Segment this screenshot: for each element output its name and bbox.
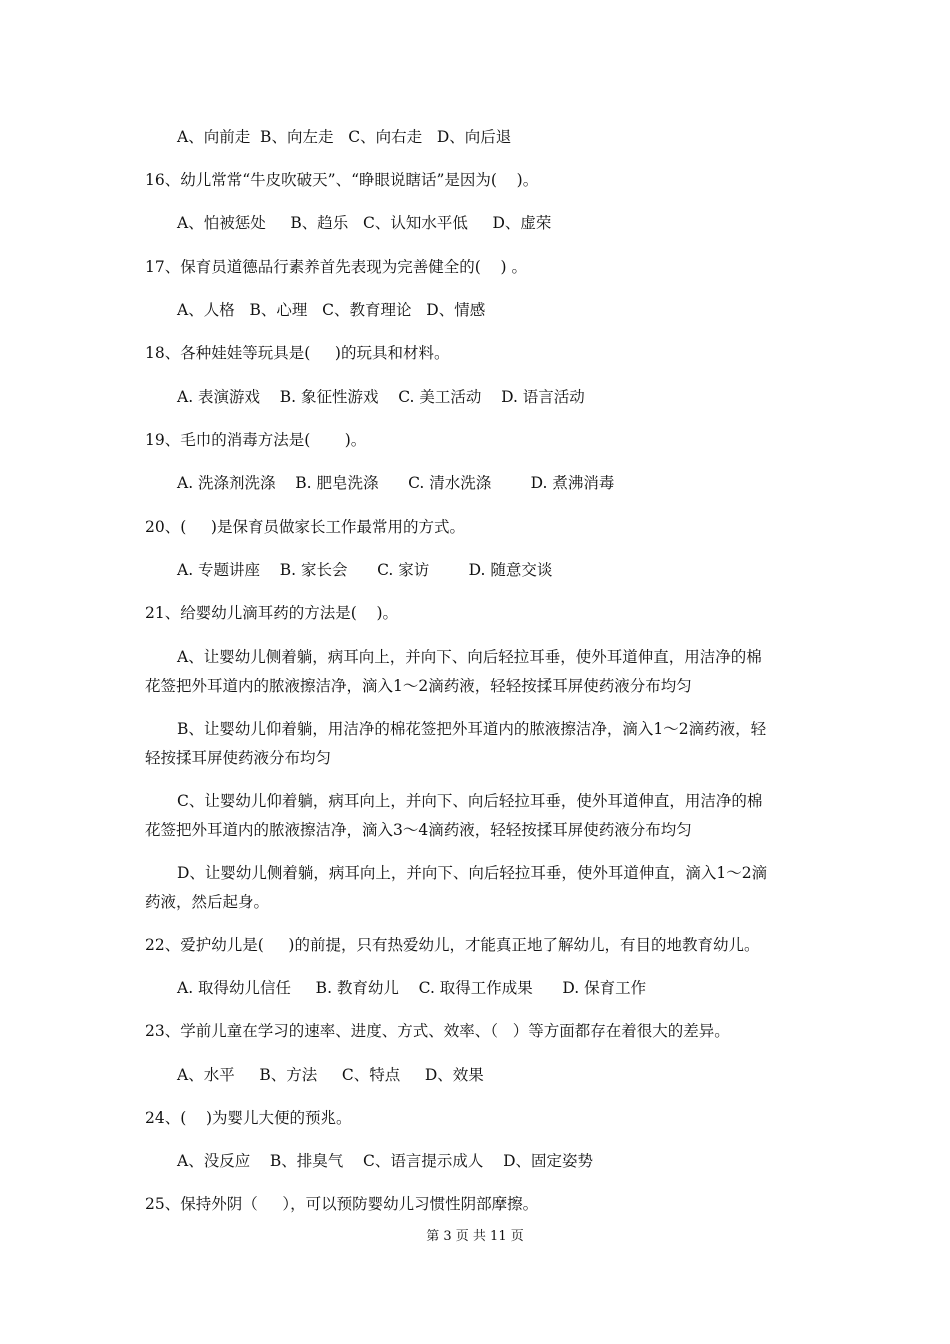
q16-question: 16、幼儿常常“牛皮吹破天”、“睁眼说瞎话”是因为( )。 bbox=[145, 171, 539, 189]
q21-option-a-line2: 花签把外耳道内的脓液擦洁净，滴入1～2滴药液，轻轻按揉耳屏使药液分布均匀 bbox=[145, 677, 692, 695]
q25-question: 25、保持外阴（ ），可以预防婴幼儿习惯性阴部摩擦。 bbox=[145, 1195, 539, 1213]
page-footer: 第 3 页 共 11 页 bbox=[426, 1229, 524, 1244]
q21-option-c-line2: 花签把外耳道内的脓液擦洁净，滴入3～4滴药液，轻轻按揉耳屏使药液分布均匀 bbox=[145, 821, 692, 839]
q21-question: 21、给婴幼儿滴耳药的方法是( )。 bbox=[145, 604, 399, 622]
q18-question: 18、各种娃娃等玩具是( )的玩具和材料。 bbox=[145, 344, 450, 362]
q23-options: A、水平 B、方法 C、特点 D、效果 bbox=[177, 1066, 484, 1084]
q22-question: 22、爱护幼儿是( )的前提，只有热爱幼儿，才能真正地了解幼儿，有目的地教育幼儿。 bbox=[145, 936, 760, 954]
q24-question: 24、( )为婴儿大便的预兆。 bbox=[145, 1109, 352, 1127]
q21-option-a-line1: A、让婴幼儿侧着躺，病耳向上，并向下、向后轻拉耳垂，使外耳道伸直，用洁净的棉 bbox=[177, 648, 762, 666]
q19-options: A. 洗涤剂洗涤 B. 肥皂洗涤 C. 清水洗涤 D. 煮沸消毒 bbox=[177, 474, 615, 492]
q20-options: A. 专题讲座 B. 家长会 C. 家访 D. 随意交谈 bbox=[177, 561, 553, 579]
q19-question: 19、毛巾的消毒方法是( )。 bbox=[145, 431, 367, 449]
q21-option-c-line1: C、让婴幼儿仰着躺，病耳向上，并向下、向后轻拉耳垂，使外耳道伸直，用洁净的棉 bbox=[177, 792, 763, 810]
q21-option-b-line1: B、让婴幼儿仰着躺，用洁净的棉花签把外耳道内的脓液擦洁净，滴入1～2滴药液，轻 bbox=[177, 720, 767, 738]
q21-option-b-line2: 轻按揉耳屏使药液分布均匀 bbox=[145, 749, 332, 767]
q16-options: A、怕被惩处 B、趋乐 C、认知水平低 D、虚荣 bbox=[177, 214, 552, 232]
q17-question: 17、保育员道德品行素养首先表现为完善健全的( ) 。 bbox=[145, 258, 527, 276]
q17-options: A、人格 B、心理 C、教育理论 D、情感 bbox=[177, 301, 486, 319]
q21-option-d-line1: D、让婴幼儿侧着躺，病耳向上，并向下、向后轻拉耳垂，使外耳道伸直，滴入1～2滴 bbox=[177, 864, 768, 882]
q23-question: 23、学前儿童在学习的速率、进度、方式、效率、（ ）等方面都存在着很大的差异。 bbox=[145, 1022, 730, 1040]
q21-option-d-line2: 药液，然后起身。 bbox=[145, 893, 270, 911]
q15-options: A、向前走 B、向左走 C、向右走 D、向后退 bbox=[177, 128, 512, 146]
q20-question: 20、( )是保育员做家长工作最常用的方式。 bbox=[145, 518, 465, 536]
q18-options: A. 表演游戏 B. 象征性游戏 C. 美工活动 D. 语言活动 bbox=[177, 388, 585, 406]
q24-options: A、没反应 B、排臭气 C、语言提示成人 D、固定姿势 bbox=[177, 1152, 593, 1170]
q22-options: A. 取得幼儿信任 B. 教育幼儿 C. 取得工作成果 D. 保育工作 bbox=[177, 979, 647, 997]
